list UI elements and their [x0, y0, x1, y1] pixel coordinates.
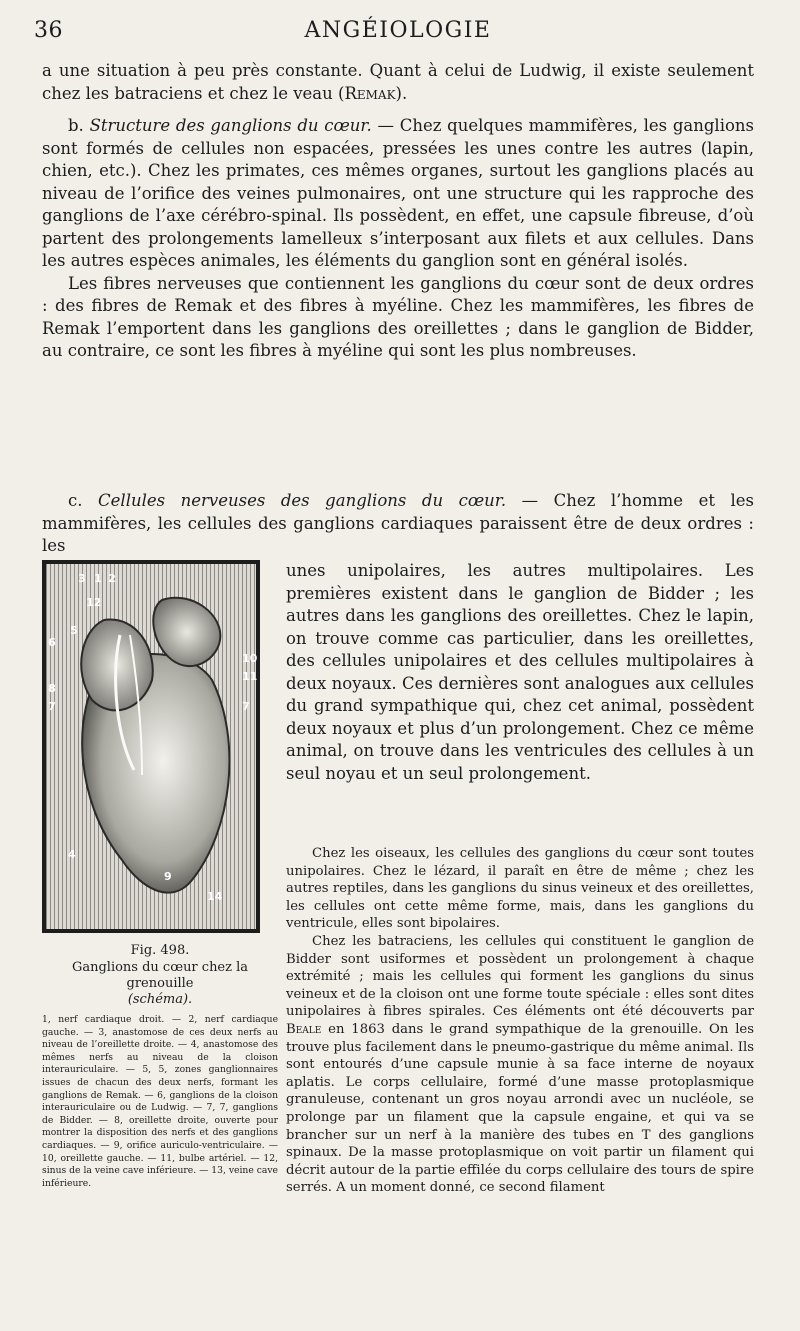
fig-num-8: 8 [48, 682, 56, 695]
figure-title-text: Ganglions du cœur chez la grenouille [71, 960, 249, 991]
fig-num-1: 1 [94, 572, 102, 585]
figure-498 [42, 560, 278, 1190]
small-para2-a: Chez les batraciens, les cellules qui constituent le ganglion de Bidder sont usiformes et possèdent un prolongement à chaque extrémité ; mais les cellules qui forment les ganglions du sinus veineux et de la cloison ont une forme toute spéciale : elles sont dites unipolaires à fibres spirales. Ces éléments ont été découverts par [286, 933, 754, 1020]
fig-num-2: 2 [108, 572, 116, 585]
page-header [34, 18, 754, 44]
section-b [42, 115, 754, 363]
section-b-text: — Chez quelques mammifères, les ganglions sont formés de cellules non espacées, pressées les unes contre les autres (lapin, chien, etc.). Chez les primates, ces mêmes organes, surtout les ganglions placés au niveau de l’orifice des veines pulmonaires, ont une structure qui les rapproche des ganglions de l’axe cérébro-spinal. Ils possèdent, en effet, une capsule fibreuse, d’où partent des prolongements lamelleux s’interposant aux filets et aux cellules. Dans les autres espèces animales, les éléments du ganglion sont en général isolés. [42, 116, 755, 270]
fig-num-14: 14 [207, 890, 223, 903]
fig-num-5: 5 [70, 624, 78, 637]
fig-num-4: 4 [68, 848, 76, 861]
section-c-label: c. [68, 491, 83, 510]
figure-label: Fig. 498. [130, 943, 190, 958]
fig-num-6: 6 [48, 636, 56, 649]
intro-paragraph [42, 60, 754, 105]
section-b-label: b. [68, 116, 84, 135]
running-title: ANGÉIOLOGIE [304, 18, 492, 43]
small-para2-author: Beale [286, 1021, 322, 1037]
figure-title [42, 960, 278, 1008]
section-b-title: Structure des ganglions du cœur. [89, 116, 372, 135]
fig-num-10: 10 [242, 652, 258, 665]
section-c-lead-text: — Chez l’homme et les mammifères, les cellules des ganglions cardiaques paraissent être de deux ordres : les [42, 491, 755, 555]
section-b-para2: Les fibres nerveuses que contiennent les ganglions du cœur sont de deux ordres : des fibres de Remak et des fibres à myéline. Chez les mammifères, les fibres de Remak l’emportent dans les ganglions des oreillettes ; dans le ganglion de Bidder, au contraire, ce sont les fibres à myéline qui sont les plus nombreuses. [42, 273, 754, 360]
section-b-para1 [42, 115, 754, 273]
small-para2 [286, 933, 754, 1197]
section-c-continuation: unes unipolaires, les autres multipolaires. Les premières existent dans le ganglion de Bidder ; les autres dans les ganglions des oreillettes. Chez le lapin, on trouve comme cas particulier, dans les oreillettes, des cellules unipolaires et des cellules multipolaires à deux noyaux. Ces dernières sont analogues aux cellules du grand sympathique qui, chez cet animal, possèdent deux noyaux et plus d’un prolongement. Chez ce même animal, on trouve dans les ventricules des cellules à un seul noyau et un seul prolongement. [286, 561, 754, 783]
fig-num-9: 9 [164, 870, 172, 883]
intro-text: a une situation à peu près constante. Quant à celui de Ludwig, il existe seulement chez les batraciens et chez le veau ( [42, 61, 754, 103]
page-number: 36 [34, 18, 63, 43]
small-para2-b: en 1863 dans le grand sympathique de la grenouille. On les trouve plus facilement dans le pneumo-gastrique du même animal. Ils sont entourés d’une capsule munie à sa face interne de noyaux aplatis. Le corps cellulaire, formé d’une masse protoplasmique granuleuse, contenant un gros noyau arrondi avec un nucléole, se prolonge par un filament que la capsule engaine, et qui va se brancher sur un nerf à la manière des tubes en T des ganglions spinaux. De la masse protoplasmique on voit partir un filament qui décrit autour de la partie effilée du corps cellulaire des tours de spire serrés. A un moment donné, ce second filament [286, 1021, 754, 1196]
fig-num-7-left: 7 [48, 700, 56, 713]
page [34, 0, 755, 1331]
figure-subtitle: (schéma). [127, 992, 193, 1007]
small-text-block [286, 845, 754, 1197]
small-para1: Chez les oiseaux, les cellules des ganglions du cœur sont toutes unipolaires. Chez le lézard, il paraît en être de même ; chez les autres reptiles, dans les ganglions du sinus veineux et des oreillettes, les cellules ont cette même forme, mais, dans les ganglions du ventricule, elles sont bipolaires. [286, 846, 754, 932]
section-c-lead [42, 490, 754, 558]
fig-num-12: 12 [86, 596, 102, 609]
fig-num-11: 11 [242, 670, 258, 683]
intro-after: ). [395, 83, 408, 103]
fig-num-3: 3 [78, 572, 86, 585]
section-c-title: Cellules nerveuses des ganglions du cœur. [98, 491, 507, 510]
heart-diagram [42, 560, 260, 933]
intro-author: Remak [344, 83, 396, 103]
fig-num-7-right: 7 [242, 700, 250, 713]
figure-legend: 1, nerf cardiaque droit. — 2, nerf cardiaque gauche. — 3, anastomose de ces deux nerfs au niveau de l’oreillette droite. — 4, anastomose des mêmes nerfs au niveau de la cloison interauriculaire. — 5, 5, zones ganglionnaires issues de chacun des deux nerfs, formant les ganglions de Remak. — 6, ganglions de la cloison interauriculaire ou de Ludwig. — 7, 7, ganglions de Bidder. — 8, oreillette droite, ouverte pour montrer la disposition des nerfs et des ganglions cardiaques. — 9, orifice auriculo-ventriculaire. — 10, oreillette gauche. — 11, bulbe artériel. — 12, sinus de la veine cave inférieure. — 13, veine cave inférieure. [42, 1014, 278, 1189]
